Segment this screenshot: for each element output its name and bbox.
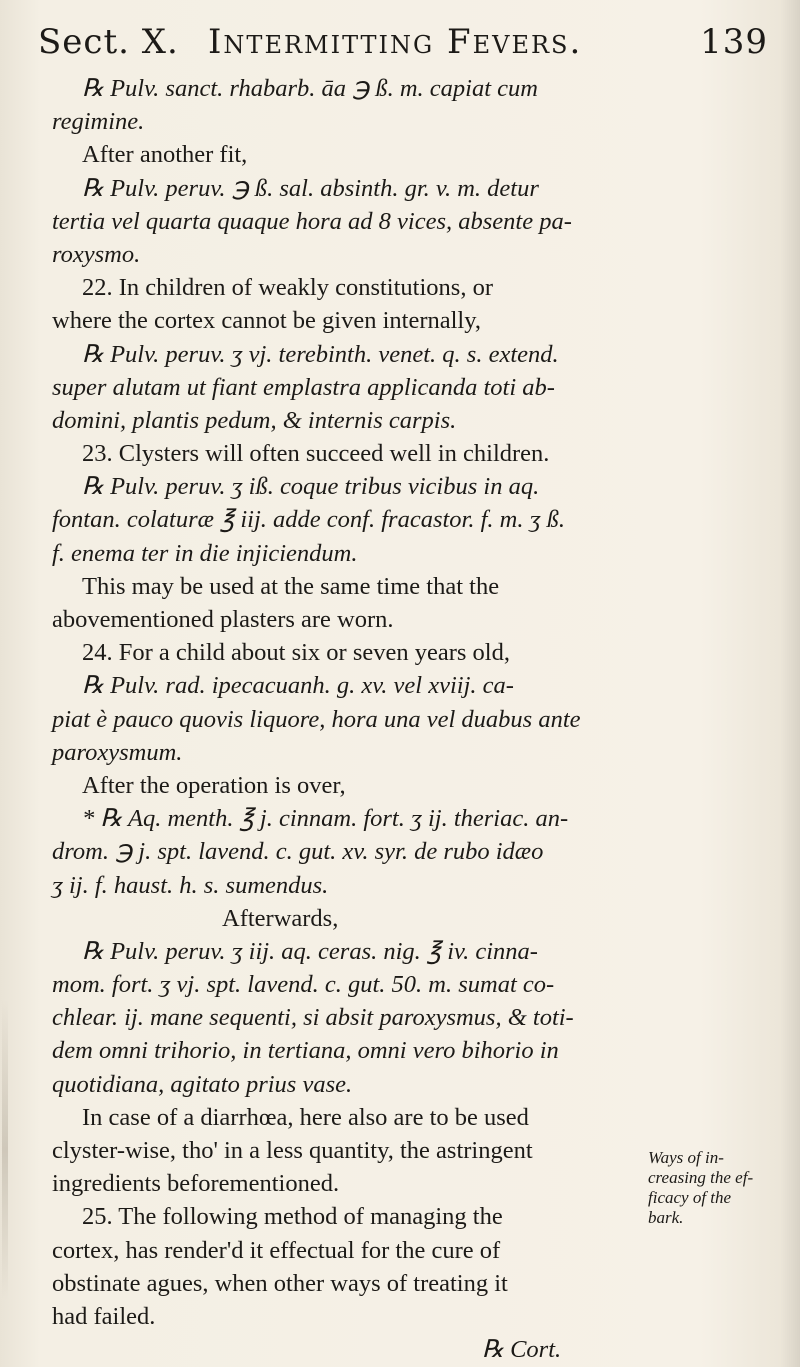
text-line: 23. Clysters will often succeed well in children. xyxy=(82,440,550,468)
page-number: 139 xyxy=(700,22,768,62)
running-head xyxy=(38,22,768,72)
text-line: ʒ ij. f. haust. h. s. sumendus. xyxy=(52,871,329,899)
text-line: After another fit, xyxy=(82,141,248,169)
text-line: fontan. colaturæ ℥ iij. adde conf. fracastor. f. m. ʒ ß. xyxy=(52,506,565,534)
text-line: mom. fort. ʒ vj. spt. lavend. c. gut. 50. m. sumat co- xyxy=(52,971,555,999)
text-line: 24. For a child about six or seven years old, xyxy=(82,639,510,667)
body-text xyxy=(52,72,742,1366)
text-line: chlear. ij. mane sequenti, si absit paroxysmus, & toti- xyxy=(52,1004,574,1032)
text-line: obstinate agues, when other ways of treating it xyxy=(52,1269,508,1297)
text-line: 22. In children of weakly constitutions, or xyxy=(82,274,493,302)
text-line: clyster-wise, tho' in a less quantity, the astringent xyxy=(52,1137,533,1164)
chapter-title: Intermitting Fevers. xyxy=(208,22,583,62)
text-line: cortex, has render'd it effectual for the cure of xyxy=(52,1236,501,1264)
text-line: quotidiana, agitato prius vase. xyxy=(52,1070,353,1098)
section-label: Sect. X. xyxy=(38,22,179,62)
text-line: ℞ Pulv. sanct. rhabarb. āa ℈ ß. m. capiat cum xyxy=(82,75,538,102)
margin-note-line: ficacy of the xyxy=(648,1188,732,1207)
text-line: dem omni trihorio, in tertiana, omni vero bihorio in xyxy=(52,1037,559,1065)
text-line: After the operation is over, xyxy=(82,771,346,799)
text-line: had failed. xyxy=(52,1302,156,1330)
text-line: 25. The following method of managing the xyxy=(82,1203,503,1231)
text-line: In case of a diarrhœa, here also are to be used xyxy=(82,1103,529,1131)
margin-note-line: Ways of in- xyxy=(648,1148,724,1167)
text-line: super alutam ut fiant emplastra applicanda toti ab- xyxy=(52,373,555,401)
text-line: abovementioned plasters are worn. xyxy=(52,606,394,633)
text-line: roxysmo. xyxy=(52,240,141,268)
text-line: tertia vel quarta quaque hora ad 8 vices, absente pa- xyxy=(52,207,572,235)
margin-note-line: bark. xyxy=(648,1208,684,1227)
margin-note-line: creasing the ef- xyxy=(648,1168,754,1187)
text-line: drom. ℈ j. spt. lavend. c. gut. xv. syr. de rubo idæo xyxy=(52,838,544,866)
page-edge-shadow xyxy=(2,1000,8,1300)
text-line: regimine. xyxy=(52,108,145,136)
text-line: ℞ Pulv. peruv. ʒ iß. coque tribus vicibus in aq. xyxy=(82,473,540,501)
text-line: f. enema ter in die injiciendum. xyxy=(52,539,358,567)
margin-note xyxy=(648,1148,798,1228)
text-line: domini, plantis pedum, & internis carpis. xyxy=(52,406,457,434)
text-line: * ℞ Aq. menth. ℥ j. cinnam. fort. ʒ ij. theriac. an- xyxy=(82,805,569,833)
text-line: ℞ Pulv. peruv. ʒ vj. terebinth. venet. q. s. extend. xyxy=(82,340,559,368)
text-line: ℞ Cort. xyxy=(482,1336,562,1364)
text-line: ingredients beforementioned. xyxy=(52,1170,340,1198)
text-line: paroxysmum. xyxy=(52,738,183,766)
text-line: where the cortex cannot be given internally, xyxy=(52,307,482,335)
text-line: ℞ Pulv. peruv. ʒ iij. aq. ceras. nig. ℥ iv. cinna- xyxy=(82,937,538,965)
text-line: ℞ Pulv. peruv. ℈ ß. sal. absinth. gr. v. m. detur xyxy=(82,174,539,202)
text-line: Afterwards, xyxy=(222,904,339,932)
text-line: This may be used at the same time that the xyxy=(82,572,500,600)
text-line: piat è pauco quovis liquore, hora una vel duabus ante xyxy=(52,705,581,733)
text-line: ℞ Pulv. rad. ipecacuanh. g. xv. vel xviij. ca- xyxy=(82,672,514,700)
